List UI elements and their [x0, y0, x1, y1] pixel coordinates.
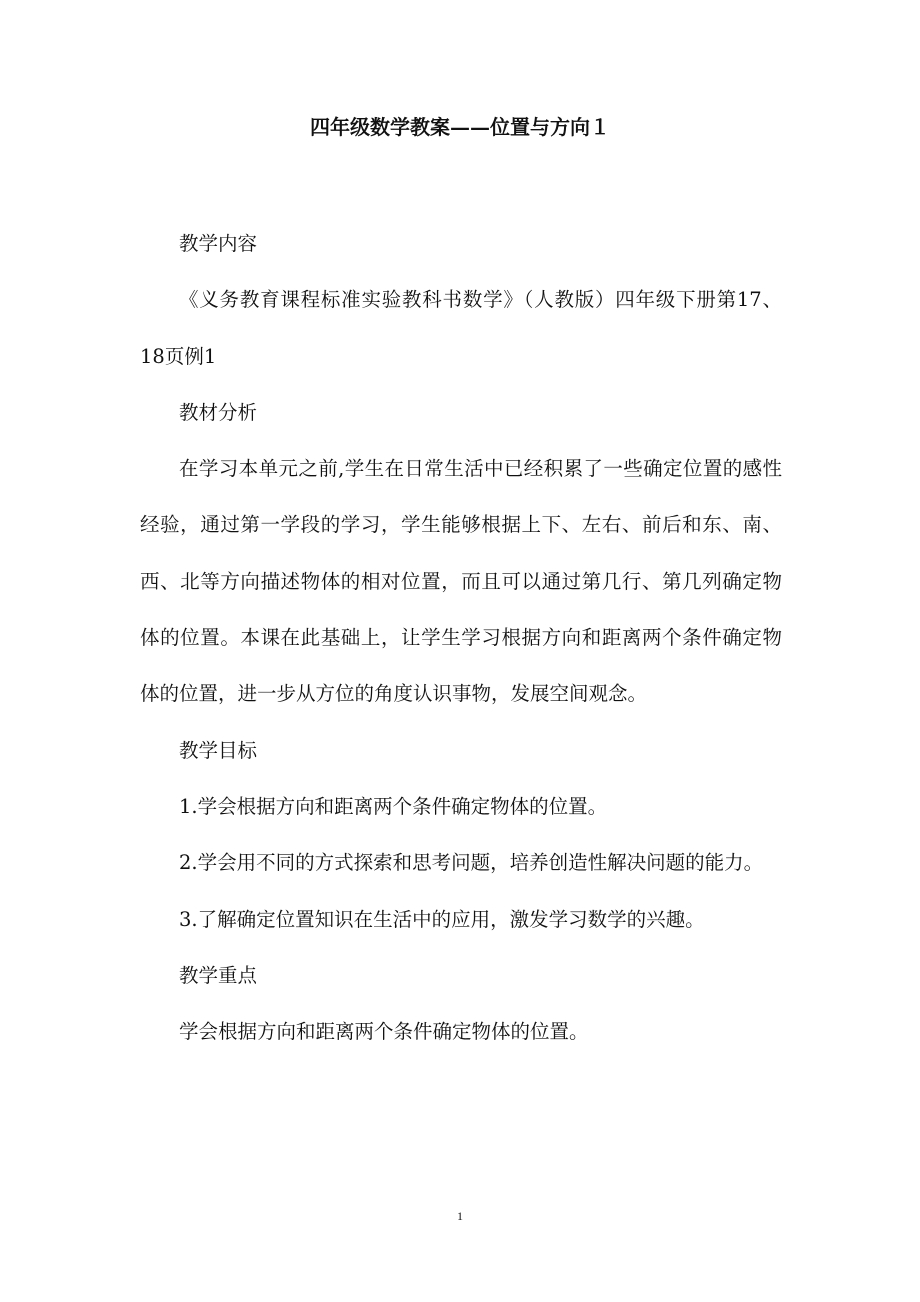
teaching-goal-item: 1.学会根据方向和距离两个条件确定物体的位置。 — [179, 794, 608, 818]
section-heading-teaching-content: 教学内容 — [179, 232, 258, 255]
material-analysis-paragraph: 在学习本单元之前,学生在日常生活中已经积累了一些确定位置的感性经验，通过第一学段的学习，学生能够根据上下、左右、前后和东、南、西、北等方向描述物体的相对位置，而且可以通过第几行、第几列确定物体的位置。本课在此基础上，让学生学习根据方向和距离两个条件确定物体的位置，进一步从方位的角度认识事物，发展空间观念。 — [140, 457, 782, 706]
section-heading-teaching-goals: 教学目标 — [179, 738, 258, 762]
document-title: 四年级数学教案——位置与方向１ — [310, 115, 610, 139]
section-heading-material-analysis: 教材分析 — [179, 400, 258, 424]
teaching-goal-item: 2.学会用不同的方式探索和思考问题，培养创造性解决问题的能力。 — [179, 851, 764, 875]
page-number: 1 — [457, 1209, 463, 1223]
document-body — [140, 216, 782, 1060]
teaching-goal-item: 3.了解确定位置知识在生活中的应用，激发学习数学的兴趣。 — [179, 907, 705, 931]
section-heading-key-point: 教学重点 — [179, 963, 258, 987]
key-point-paragraph: 学会根据方向和距离两个条件确定物体的位置。 — [179, 1020, 589, 1044]
teaching-content-paragraph: 《义务教育课程标准实验教科书数学》（人教版）四年级下册第17、18页例1 — [140, 288, 782, 368]
